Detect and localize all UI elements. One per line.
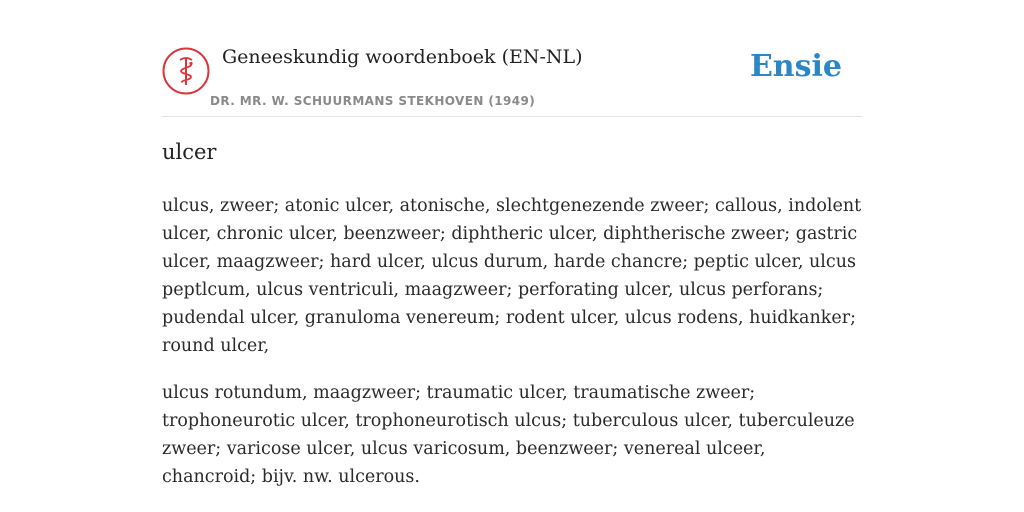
dictionary-author: DR. MR. W. SCHUURMANS STEKHOVEN (1949) bbox=[210, 94, 536, 108]
dictionary-header bbox=[162, 44, 862, 117]
caduceus-icon[interactable] bbox=[162, 47, 210, 95]
entry-headword: ulcer bbox=[162, 140, 217, 164]
definition-paragraph: ulcus, zweer; atonic ulcer, atonische, slechtgenezende zweer; callous, indolent ulcer, chronic ulcer, beenzweer; diphtheric ulcer, diphtherische zweer; gastric ulcer, maagzweer; hard ulcer, ulcus durum, harde chancre; peptic ulcer, ulcus peptlcum, ulcus ventriculi, maagzweer; perforating ulcer, ulcus perforans; pudendal ulcer, granuloma venereum; rodent ulcer, ulcus rodens, huidkanker; round ulcer, bbox=[162, 196, 862, 356]
dictionary-title[interactable]: Geneeskundig woordenboek (EN-NL) bbox=[222, 46, 583, 68]
entry-definition bbox=[162, 192, 862, 510]
ensie-logo-link[interactable]: Ensie bbox=[749, 49, 842, 84]
definition-paragraph: ulcus rotundum, maagzweer; traumatic ulcer, traumatische zweer; trophoneurotic ulcer, trophoneurotisch ulcus; tuberculous ulcer, tuberculeuze zweer; varicose ulcer, ulcus varicosum, beenzweer; venereal ulceer, chancroid; bijv. nw. ulcerous. bbox=[162, 383, 855, 487]
